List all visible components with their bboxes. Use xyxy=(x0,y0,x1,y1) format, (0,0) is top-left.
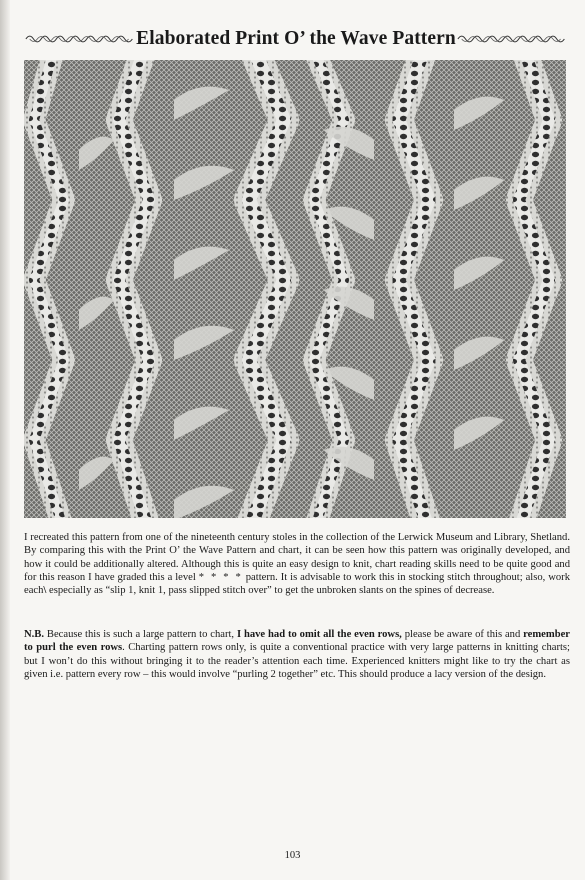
paragraph-note xyxy=(24,628,570,681)
note-text-2: please be aware of this and xyxy=(404,629,521,640)
page-edge-shadow xyxy=(0,0,10,880)
right-ornament xyxy=(456,32,568,46)
note-text-1: Because this is such a large pattern to chart, xyxy=(46,629,235,640)
note-lead: N.B. xyxy=(24,629,45,640)
note-text-3: . Charting pattern rows only, is quite a conventional practice with very large patterns in knitting charts; but I won’t do this without bringing it to the reader’s attention each time. Experienced knitters might like to try the chart as given i.e. pattern every row – this would involve “purling 2 together” etc. This should produce a lacy version of the design. xyxy=(24,642,570,680)
page-number: 103 xyxy=(284,850,301,861)
intro-text-2: pattern. It is advisable to work this in stocking stitch throughout; also, work each xyxy=(24,571,571,597)
intro-text-1: I recreated this pattern from one of the nineteenth century stoles in the collection of the Lerwick Museum and Library, Shetland. By comparing this with the Print O’ the Wave Pattern and chart, it can be seen how this pattern was originally developed, and how it could be additionally altered. Although this is quite an easy design to knit, chart reading skills need to be quite good and for this reason I have graded this a level xyxy=(24,532,570,583)
note-bold-2: remember to purl the even rows xyxy=(24,629,570,654)
intro-text-3: especially as “slip 1, knit 1, pass slipped stitch over” to get the unbroken slants on the spines of decrease. xyxy=(49,585,495,597)
left-ornament xyxy=(24,32,136,46)
note-bold-1: I have had to omit all the even rows, xyxy=(236,629,402,640)
heading-row xyxy=(24,26,568,52)
page-title: Elaborated Print O’ the Wave Pattern xyxy=(136,28,456,49)
lace-pattern-photo xyxy=(24,60,566,518)
paragraph-intro xyxy=(24,531,570,597)
decrease-symbol-icon: \ xyxy=(43,585,47,597)
difficulty-stars: * * * * xyxy=(198,571,243,583)
